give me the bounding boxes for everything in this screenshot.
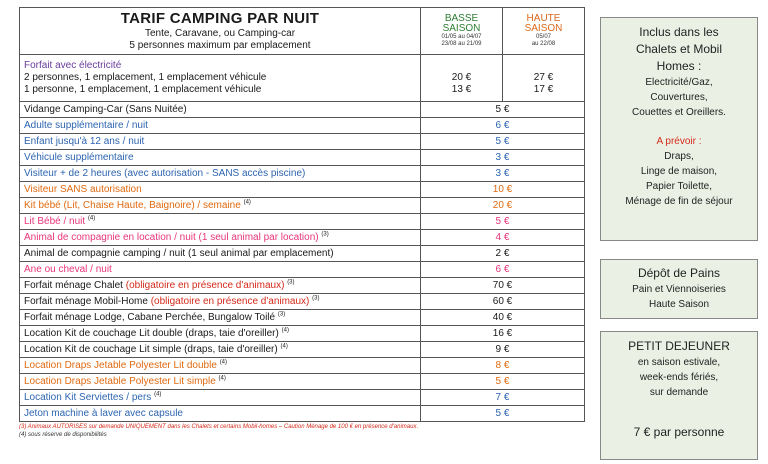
dejeuner-line: week-ends fériés, xyxy=(639,372,719,383)
table-row xyxy=(20,374,585,390)
footnote-4: (4) sous réserve de disponibilités xyxy=(19,432,107,438)
season-haute-dates2: au 22/08 xyxy=(531,41,556,47)
footnotes xyxy=(19,423,584,439)
row-label: Location Draps Jetable Polyester Lit double xyxy=(24,359,217,371)
forfait-haute-2p: 27 € xyxy=(533,72,554,83)
price-rows xyxy=(20,102,585,422)
dejeuner-box xyxy=(600,331,758,460)
row-label-cell xyxy=(20,406,421,422)
row-label-cell xyxy=(20,150,421,166)
row-extra: (obligatoire en présence d'animaux) xyxy=(150,295,310,307)
row-label: Vidange Camping-Car (Sans Nuitée) xyxy=(24,103,187,115)
row-label-cell xyxy=(20,374,421,390)
dejeuner-line: en saison estivale, xyxy=(637,357,721,368)
table-row xyxy=(20,230,585,246)
row-label: Enfant jusqu'à 12 ans / nuit xyxy=(24,135,145,147)
row-label-cell xyxy=(20,198,421,214)
table-header-row xyxy=(20,8,585,55)
row-note: (4) xyxy=(218,375,226,382)
prevoir-item: Linge de maison, xyxy=(640,166,718,177)
row-label-cell xyxy=(20,134,421,150)
table-row xyxy=(20,166,585,182)
table-row xyxy=(20,310,585,326)
subtitle-types: Tente, Caravane, ou Camping-car xyxy=(144,28,296,39)
table-row xyxy=(20,214,585,230)
row-price: 3 € xyxy=(421,166,585,182)
forfait-haute-1p: 17 € xyxy=(533,84,554,95)
row-label-cell xyxy=(20,118,421,134)
row-label-cell xyxy=(20,342,421,358)
forfait-basse-cell xyxy=(421,55,503,102)
season-haute-line1: HAUTE xyxy=(526,13,561,24)
row-label: Animal de compagnie camping / nuit (1 seul animal par emplacement) xyxy=(24,247,334,259)
dejeuner-price: 7 € par personne xyxy=(633,425,725,439)
tarif-table xyxy=(19,7,585,422)
inclus-item: Electricité/Gaz, xyxy=(645,77,713,88)
row-price: 5 € xyxy=(421,406,585,422)
row-note: (3) xyxy=(312,295,320,302)
row-note: (4) xyxy=(87,215,96,222)
row-note: (3) xyxy=(287,279,295,286)
row-price: 6 € xyxy=(421,262,585,278)
row-price: 9 € xyxy=(421,342,585,358)
season-basse-header xyxy=(421,8,503,55)
row-label-cell xyxy=(20,230,421,246)
row-note: (4) xyxy=(281,327,289,334)
table-title-cell xyxy=(20,8,421,55)
row-label: Jeton machine à laver avec capsule xyxy=(24,407,183,419)
row-note: (4) xyxy=(243,199,251,206)
row-note: (4) xyxy=(219,359,228,366)
row-label: Location Kit de couchage Lit double (draps, taie d'oreiller) xyxy=(24,327,279,339)
row-label: Ane ou cheval / nuit xyxy=(24,263,112,275)
table-row xyxy=(20,182,585,198)
forfait-basse-2p: 20 € xyxy=(451,72,472,83)
forfait-title: Forfait avec électricité xyxy=(24,60,122,71)
forfait-cell xyxy=(20,55,421,102)
pain-box xyxy=(600,259,758,319)
pain-line: Pain et Viennoiseries xyxy=(632,284,726,295)
season-basse-line2: SAISON xyxy=(442,23,481,34)
row-label: Visiteur SANS autorisation xyxy=(24,183,142,195)
row-price: 16 € xyxy=(421,326,585,342)
page-title: TARIF CAMPING PAR NUIT xyxy=(120,10,320,27)
row-note: (4) xyxy=(280,343,288,350)
tarif-section xyxy=(19,7,584,439)
dejeuner-line: sur demande xyxy=(649,387,709,398)
pain-title: Dépôt de Pains xyxy=(637,266,721,280)
row-label-cell xyxy=(20,246,421,262)
row-price: 40 € xyxy=(421,310,585,326)
row-price: 70 € xyxy=(421,278,585,294)
row-label: Kit bébé (Lit, Chaise Haute, Baignoire) / semaine xyxy=(24,199,241,211)
row-label: Location Draps Jetable Polyester Lit simple xyxy=(24,375,216,387)
forfait-line-1p: 1 personne, 1 emplacement, 1 emplacement véhicule xyxy=(24,84,262,95)
row-label-cell xyxy=(20,326,421,342)
row-label-cell xyxy=(20,262,421,278)
table-row xyxy=(20,358,585,374)
table-row xyxy=(20,150,585,166)
pain-season: Haute Saison xyxy=(648,299,710,310)
row-price: 6 € xyxy=(421,118,585,134)
row-price: 3 € xyxy=(421,150,585,166)
row-price: 5 € xyxy=(421,214,585,230)
row-label-cell xyxy=(20,102,421,118)
row-label-cell xyxy=(20,214,421,230)
row-note: (3) xyxy=(277,311,286,318)
table-row xyxy=(20,134,585,150)
season-basse-line1: BASSE xyxy=(444,13,479,24)
row-label-cell xyxy=(20,310,421,326)
inclus-title-3: Homes : xyxy=(656,59,702,73)
table-row xyxy=(20,278,585,294)
table-row xyxy=(20,406,585,422)
row-note: (4) xyxy=(154,391,162,398)
inclus-title-1: Inclus dans les xyxy=(639,25,719,39)
row-price: 4 € xyxy=(421,230,585,246)
prevoir-item: Papier Toilette, xyxy=(646,181,712,192)
row-label: Animal de compagnie en location / nuit (1 seul animal par location) xyxy=(24,231,319,243)
table-row xyxy=(20,118,585,134)
forfait-line-2p: 2 personnes, 1 emplacement, 1 emplacement véhicule xyxy=(24,72,267,83)
table-row xyxy=(20,342,585,358)
row-label-cell xyxy=(20,182,421,198)
row-price: 10 € xyxy=(421,182,585,198)
season-basse-dates1: 01/05 au 04/07 xyxy=(441,34,482,40)
row-label: Lit Bébé / nuit xyxy=(24,215,86,227)
row-label: Adulte supplémentaire / nuit xyxy=(24,119,148,131)
row-label-cell xyxy=(20,278,421,294)
inclus-item: Couvertures, xyxy=(650,92,708,103)
forfait-row xyxy=(20,55,585,102)
row-label: Forfait ménage Lodge, Cabane Perchée, Bungalow Toilé xyxy=(24,311,276,323)
row-label: Visiteur + de 2 heures (avec autorisation - SANS accès piscine) xyxy=(24,167,306,179)
forfait-basse-1p: 13 € xyxy=(451,84,472,95)
row-price: 7 € xyxy=(421,390,585,406)
row-label: Forfait ménage Chalet xyxy=(24,279,123,291)
row-price: 5 € xyxy=(421,134,585,150)
table-row xyxy=(20,198,585,214)
table-row xyxy=(20,294,585,310)
prevoir-item: Ménage de fin de séjour xyxy=(625,196,733,207)
row-label-cell xyxy=(20,166,421,182)
row-price: 5 € xyxy=(421,374,585,390)
row-label-cell xyxy=(20,294,421,310)
row-price: 20 € xyxy=(421,198,585,214)
row-label: Véhicule supplémentaire xyxy=(24,151,134,163)
season-haute-header xyxy=(503,8,585,55)
prevoir-item: Draps, xyxy=(664,151,694,162)
table-row xyxy=(20,326,585,342)
row-price: 8 € xyxy=(421,358,585,374)
row-label: Location Kit de couchage Lit simple (draps, taie d'oreiller) xyxy=(24,343,278,355)
table-row xyxy=(20,390,585,406)
row-label: Location Kit Serviettes / pers xyxy=(24,391,152,403)
forfait-haute-cell xyxy=(503,55,585,102)
inclus-box xyxy=(600,17,758,241)
dejeuner-title: PETIT DEJEUNER xyxy=(628,339,730,353)
row-price: 2 € xyxy=(421,246,585,262)
row-price: 60 € xyxy=(421,294,585,310)
prevoir-title: A prévoir : xyxy=(656,136,702,147)
season-basse-dates2: 23/08 au 21/09 xyxy=(441,41,482,47)
inclus-title-2: Chalets et Mobil xyxy=(635,42,723,56)
table-row xyxy=(20,246,585,262)
row-price: 5 € xyxy=(421,102,585,118)
subtitle-capacity: 5 personnes maximum par emplacement xyxy=(129,40,311,51)
season-haute-line2: SAISON xyxy=(524,23,563,34)
season-haute-dates1: 05/07 xyxy=(535,34,551,40)
footnote-3: (3) Animaux AUTORISES sur demande UNIQUEMENT dans les Chalets et certains Mobil-homes – Caution Ménage de 100 € en présence d'animaux. xyxy=(19,424,419,430)
table-row xyxy=(20,102,585,118)
inclus-item: Couettes et Oreillers. xyxy=(632,107,726,118)
row-label-cell xyxy=(20,390,421,406)
table-row xyxy=(20,262,585,278)
row-extra: (obligatoire en présence d'animaux) xyxy=(125,279,285,291)
row-label: Forfait ménage Mobil-Home xyxy=(24,295,148,307)
row-note: (3) xyxy=(321,231,329,238)
row-label-cell xyxy=(20,358,421,374)
